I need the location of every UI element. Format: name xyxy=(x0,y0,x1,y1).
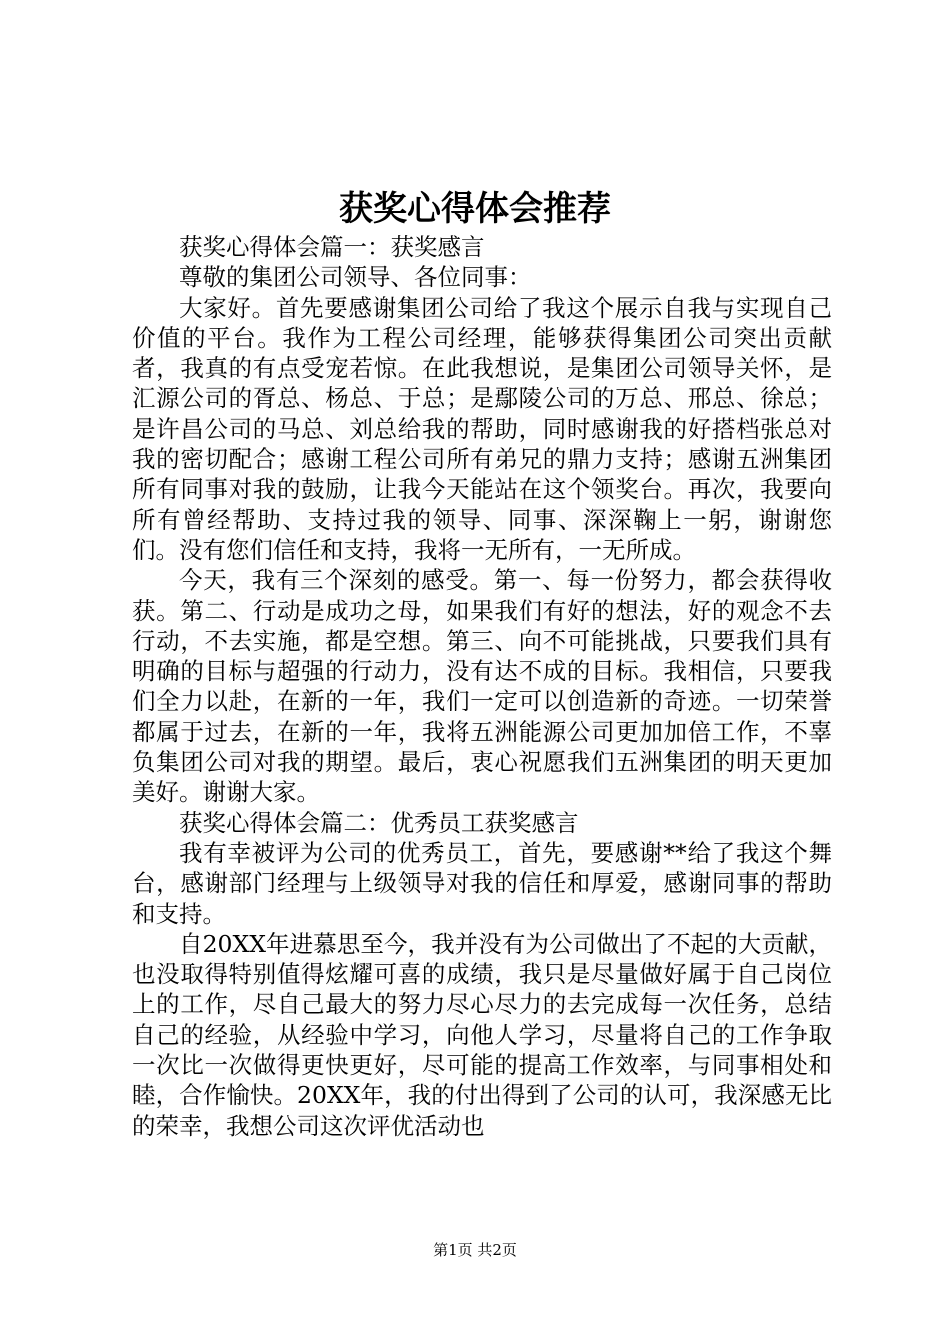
body-paragraph: 我有幸被评为公司的优秀员工，首先，要感谢**给了我这个舞台，感谢部门经理与上级领导对我的信任和厚爱，感谢同事的帮助和支持。 xyxy=(132,838,832,928)
body-paragraph: 大家好。首先要感谢集团公司给了我这个展示自我与实现自己价值的平台。我作为工程公司经理，能够获得集团公司突出贡献者，我真的有点受宠若惊。在此我想说，是集团公司领导关怀，是汇源公司的胥总、杨总、于总；是鄢陵公司的万总、邢总、徐总；是许昌公司的马总、刘总给我的帮助，同时感谢我的好搭档张总对我的密切配合；感谢工程公司所有弟兄的鼎力支持；感谢五洲集团所有同事对我的鼓励，让我今天能站在这个领奖台。再次，我要向所有曾经帮助、支持过我的领导、同事、深深鞠上一躬，谢谢您们。没有您们信任和支持，我将一无所有，一无所成。 xyxy=(132,293,832,564)
body-paragraph: 今天，我有三个深刻的感受。第一、每一份努力，都会获得收获。第二、行动是成功之母，如果我们有好的想法，好的观念不去行动，不去实施，都是空想。第三、向不可能挑战，只要我们具有明确的目标与超强的行动力，没有达不成的目标。我相信，只要我们全力以赴，在新的一年，我们一定可以创造新的奇迹。一切荣誉都属于过去，在新的一年，我将五洲能源公司更加加倍工作，不辜负集团公司对我的期望。最后，衷心祝愿我们五洲集团的明天更加美好。谢谢大家。 xyxy=(132,566,832,807)
salutation: 尊敬的集团公司领导、各位同事： xyxy=(179,263,532,292)
body-paragraph: 自20XX年进慕思至今，我并没有为公司做出了不起的大贡献，也没取得特别值得炫耀可喜的成绩，我只是尽量做好属于自己岗位上的工作，尽自己最大的努力尽心尽力的去完成每一次任务，总结自己的经验，从经验中学习，向他人学习，尽量将自己的工作争取一次比一次做得更快更好，尽可能的提高工作效率，与同事相处和睦，合作愉快。20XX年，我的付出得到了公司的认可，我深感无比的荣幸，我想公司这次评优活动也 xyxy=(132,929,832,1140)
page-footer: 第1页 共2页 xyxy=(433,1241,517,1259)
document-title: 获奖心得体会推荐 xyxy=(339,189,611,229)
section-heading-1: 获奖心得体会篇一：获奖感言 xyxy=(179,233,485,261)
document-body xyxy=(132,232,832,1141)
section-heading-2: 获奖心得体会篇二：优秀员工获奖感言 xyxy=(179,808,579,837)
